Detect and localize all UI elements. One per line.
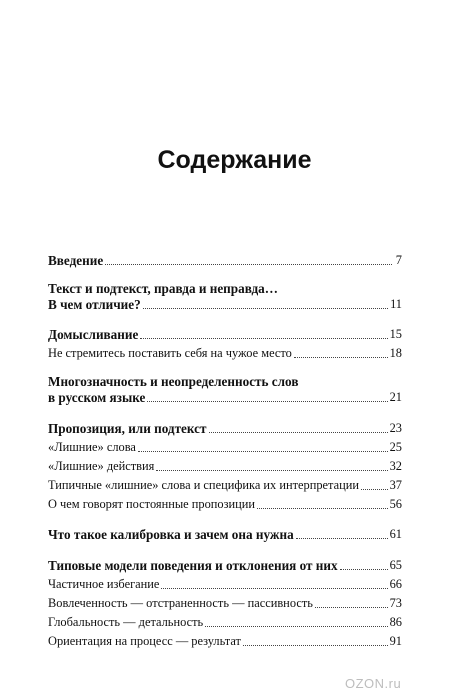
toc-entry-page: 25 bbox=[389, 440, 402, 454]
toc-entry-title: «Лишние» действия bbox=[48, 459, 155, 473]
toc-entry-title: Не стремитесь поставить себя на чужое место bbox=[48, 346, 292, 360]
toc-entry-extra-actions[interactable] bbox=[48, 456, 402, 474]
dot-leader bbox=[340, 568, 388, 570]
toc-entry-dont-put-yourself[interactable] bbox=[48, 343, 402, 361]
dot-leader bbox=[257, 507, 388, 509]
toc-entry-title: «Лишние» слова bbox=[48, 440, 136, 454]
toc-entry-page: 18 bbox=[389, 346, 402, 360]
toc-entry-involvement[interactable] bbox=[48, 593, 402, 611]
toc-entry-title: Типичные «лишние» слова и специфика их интерпретации bbox=[48, 478, 359, 492]
toc-entry-title: Что такое калибровка и зачем она нужна bbox=[48, 527, 294, 542]
toc-entry-page: 56 bbox=[389, 497, 402, 511]
page-title: Содержание bbox=[157, 146, 312, 174]
toc-entry-page: 11 bbox=[390, 297, 402, 311]
toc-entry-partial-avoidance[interactable] bbox=[48, 574, 402, 592]
toc-entry-title: Типовые модели поведения и отклонения от них bbox=[48, 558, 338, 573]
toc-entry-typical-extra-words[interactable] bbox=[48, 475, 402, 493]
toc-entry-line1: Многозначность и неопределенность слов bbox=[48, 374, 299, 389]
toc-entry-globality[interactable] bbox=[48, 612, 402, 630]
dot-leader bbox=[209, 431, 388, 433]
toc-entry-page: 7 bbox=[395, 253, 402, 267]
toc-entry-introduction[interactable] bbox=[48, 250, 402, 268]
dot-leader bbox=[294, 356, 388, 358]
dot-leader bbox=[361, 488, 388, 490]
toc-entry-page: 73 bbox=[389, 596, 402, 610]
dot-leader bbox=[147, 400, 387, 402]
dot-leader bbox=[156, 469, 387, 471]
toc-entry-text-subtext[interactable] bbox=[48, 294, 402, 312]
toc-entry-page: 23 bbox=[389, 421, 402, 435]
dot-leader bbox=[138, 450, 388, 452]
toc-entry-page: 65 bbox=[389, 558, 402, 572]
dot-leader bbox=[140, 337, 387, 339]
dot-leader bbox=[105, 263, 392, 265]
toc-entry-line1: Текст и подтекст, правда и неправда… bbox=[48, 281, 278, 296]
toc-entry-page: 37 bbox=[389, 478, 402, 492]
toc-entry-page: 86 bbox=[389, 615, 402, 629]
dot-leader bbox=[143, 307, 388, 309]
toc-entry-conjecture[interactable] bbox=[48, 324, 402, 342]
toc-entry-calibration[interactable] bbox=[48, 524, 402, 542]
toc-entry-behavior-models[interactable] bbox=[48, 555, 402, 573]
toc-entry-page: 32 bbox=[389, 459, 402, 473]
dot-leader bbox=[315, 606, 388, 608]
toc-entry-title: Ориентация на процесс — результат bbox=[48, 634, 241, 648]
dot-leader bbox=[205, 625, 387, 627]
toc-entry-title: Частичное избегание bbox=[48, 577, 160, 591]
toc-entry-title: Введение bbox=[48, 253, 104, 268]
toc-entry-ambiguity[interactable] bbox=[48, 387, 402, 405]
toc-entry-title: Домысливание bbox=[48, 327, 139, 342]
toc-entry-title: в русском языке bbox=[48, 390, 146, 405]
toc-entry-title: Пропозиция, или подтекст bbox=[48, 421, 207, 436]
toc-entry-page: 15 bbox=[389, 327, 402, 341]
toc-entry-page: 66 bbox=[389, 577, 402, 591]
toc-entry-permanent-propositions[interactable] bbox=[48, 494, 402, 512]
toc-entry-page: 91 bbox=[389, 634, 402, 648]
toc-entry-title: В чем отличие? bbox=[48, 297, 141, 312]
toc-entry-title: О чем говорят постоянные пропозиции bbox=[48, 497, 256, 511]
toc-entry-extra-words[interactable] bbox=[48, 437, 402, 455]
watermark: OZON.ru bbox=[345, 676, 402, 691]
toc-entry-page: 21 bbox=[389, 390, 402, 404]
toc-entry-title: Глобальность — детальность bbox=[48, 615, 204, 629]
dot-leader bbox=[243, 644, 388, 646]
toc-entry-page: 61 bbox=[389, 527, 402, 541]
toc-entry-proposition[interactable] bbox=[48, 418, 402, 436]
toc-entry-title: Вовлеченность — отстраненность — пассивность bbox=[48, 596, 313, 610]
dot-leader bbox=[161, 587, 387, 589]
dot-leader bbox=[296, 537, 388, 539]
toc-entry-process-result[interactable] bbox=[48, 631, 402, 649]
